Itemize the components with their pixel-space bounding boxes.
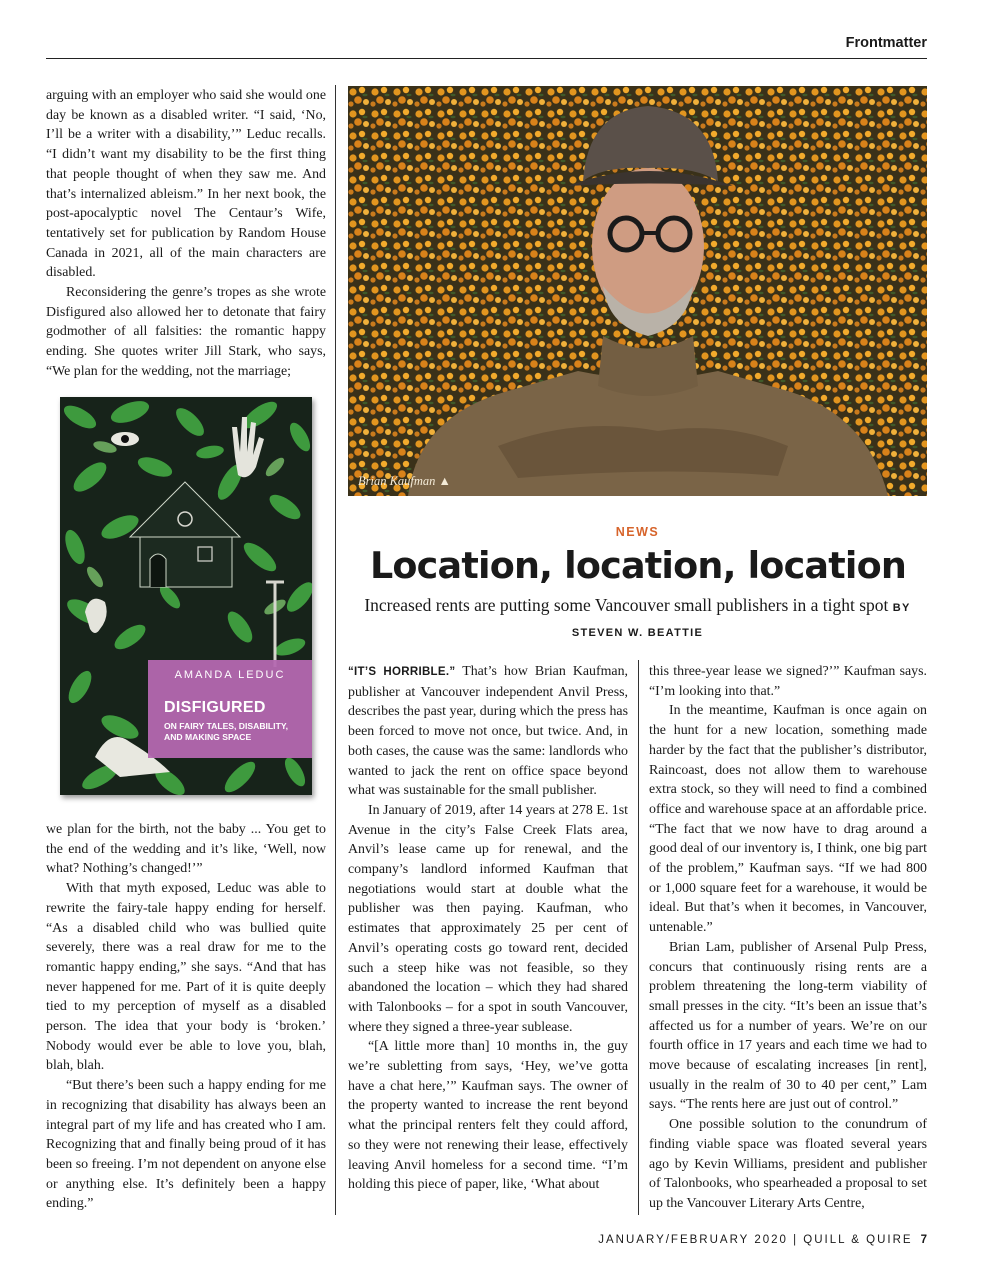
- paragraph: [348, 662, 628, 801]
- book-subtitle: ON FAIRY TALES, DISABILITY, AND MAKING SPACE: [164, 721, 288, 742]
- eye-illustration: [111, 432, 139, 446]
- byline: BY STEVEN W. BEATTIE: [571, 602, 911, 639]
- article-headline: Location, location, location: [369, 544, 907, 587]
- paragraph: “But there’s been such a happy ending for me in recognizing that disability has always been an integral part of my life and has created who I am. Recognizing that and finally being proud of it has been so freeing. I’m not dependent on anyone else or anything else. It’s definitely been a happy ending.”: [46, 1078, 326, 1212]
- paragraph-text: That’s how Brian Kaufman, publisher at Vancouver independent Anvil Press, describes the past year, during which the press has been forced to move not once, but twice. And, in both cases, the cause was the same: landlords who wanted to jack the rent on office space beyond what was sustainable for the small publisher.: [348, 664, 628, 799]
- footer-text: JANUARY/FEBRUARY 2020 | QUILL & QUIRE: [598, 1234, 913, 1246]
- paragraph: we plan for the birth, not the baby ... You get to the end of the wedding and it’s like, ‘Well, now what? Nothing’s changed!’”: [46, 822, 326, 877]
- article-deck: [348, 594, 927, 644]
- paragraph: arguing with an employer who said she would one day be known as a disabled writer. “I said, ‘No, I’ll be a writer with a disability,’” Leduc recalls. “I didn’t want my disability to be the first thing that people thought of when they saw me. And that’s internalized ableism.” In her next book, the post-apocalyptic novel The Centaur’s Wife, tentatively set for publication by Random House Canada in 2021, all of the main characters are disabled.: [46, 88, 326, 281]
- lead-in: “IT’S HORRIBLE.”: [348, 666, 456, 678]
- paragraph: In January of 2019, after 14 years at 278 E. 1st Avenue in the city’s False Creek Flats area, Anvil’s lease came up for renewal, and the company’s landlord informed Kaufman that negotiations would start at double what the publisher was then paying. Kaufman, who estimates that approximately 25 per cent of Anvil’s operating costs go toward rent, decided such a steep hike was not feasible, so they abandoned the location – which they had shared with Talonbooks – for a spot in south Vancouver, where they signed a three-year sublease.: [348, 802, 628, 1035]
- column-rule: [335, 85, 336, 1215]
- paragraph: Reconsidering the genre’s tropes as she wrote Disfigured also allowed her to detonate that fairy godmother of all falsities: the romantic happy ending. She quotes writer Jill Stark, who says, “We plan for the wedding, not the marriage;: [46, 285, 326, 379]
- page-footer: [598, 1234, 927, 1246]
- page-number: 7: [920, 1234, 927, 1246]
- paragraph: With that myth exposed, Leduc was able to rewrite the fairy-tale happy ending for herself. “As a disabled child who was bullied quite severely, there was a real draw for me to the romantic happy ending,” she says. “And that has never happened for me. Part of it is quite deeply tied to my perception of myself as a disabled person. The idea that your body is ‘broken.’ Nobody would ever be able to love you, blah, blah, blah.: [46, 881, 326, 1074]
- photo-caption: Brian Kaufman ▲: [358, 474, 451, 488]
- article-column-middle: [348, 662, 628, 1195]
- book-title: DISFIGURED: [164, 699, 266, 716]
- column-rule: [638, 660, 639, 1215]
- paragraph: this three-year lease we signed?’” Kaufman says. “I’m looking into that.”: [649, 664, 927, 699]
- article-column-left-top: [46, 86, 326, 382]
- paragraph: One possible solution to the conundrum of finding viable space was floated several years ago by Kevin Williams, president and publisher of Talonbooks, who spearheaded a proposal to set up the Vancouver Literary Arts Centre,: [649, 1117, 927, 1211]
- portrait-photo: [348, 86, 927, 496]
- paragraph: “[A little more than] 10 months in, the guy we’re subletting from says, ‘Hey, we’ve gotta have a chat here,’” Kaufman says. The owner of the property wanted to increase the rent beyond what the principal renters felt they could afford, so they were not renewing their lease, effectively leaving Anvil homeless for a second time. “I’m holding this piece of paper, like, ‘What about: [348, 1039, 628, 1193]
- paragraph: Brian Lam, publisher of Arsenal Pulp Press, concurs that continuously rising rents are a problem threatening the long-term viability of small presses in the city. “It’s been an issue that’s affected us for a number of years. We’re on our fourth office in 17 years and each time we had to move because of escalating increases [in rent], usually in the realm of 30 to 40 per cent,” Lam says. “The rents here are just out of control.”: [649, 939, 927, 1113]
- paragraph: In the meantime, Kaufman is once again on the hunt for a new location, something made harder by the fact that the publisher’s distributor, Raincoast, does not allow them to warehouse extra stock, so they will need to find a combined office and warehouse space at an affordable price. “The fact that we now have to drag around a good deal of our inventory is, I think, one big part of the problem,” Kaufman says. “If we had 800 or 1,000 square feet for a warehouse, it would be ideal. But that’s when it becomes, in Vancouver, untenable.”: [649, 703, 927, 936]
- deck-text: Increased rents are putting some Vancouver small publishers in a tight spot: [364, 595, 889, 615]
- portrait-illustration: [348, 86, 927, 496]
- top-rule: [46, 58, 927, 59]
- article-kicker: NEWS: [615, 525, 660, 539]
- article-column-right: [649, 662, 927, 1214]
- section-label: Frontmatter: [845, 35, 927, 51]
- book-cover-image: [60, 397, 312, 795]
- article-column-left-bottom: [46, 820, 326, 1214]
- book-author: AMANDA LEDUC: [174, 669, 286, 681]
